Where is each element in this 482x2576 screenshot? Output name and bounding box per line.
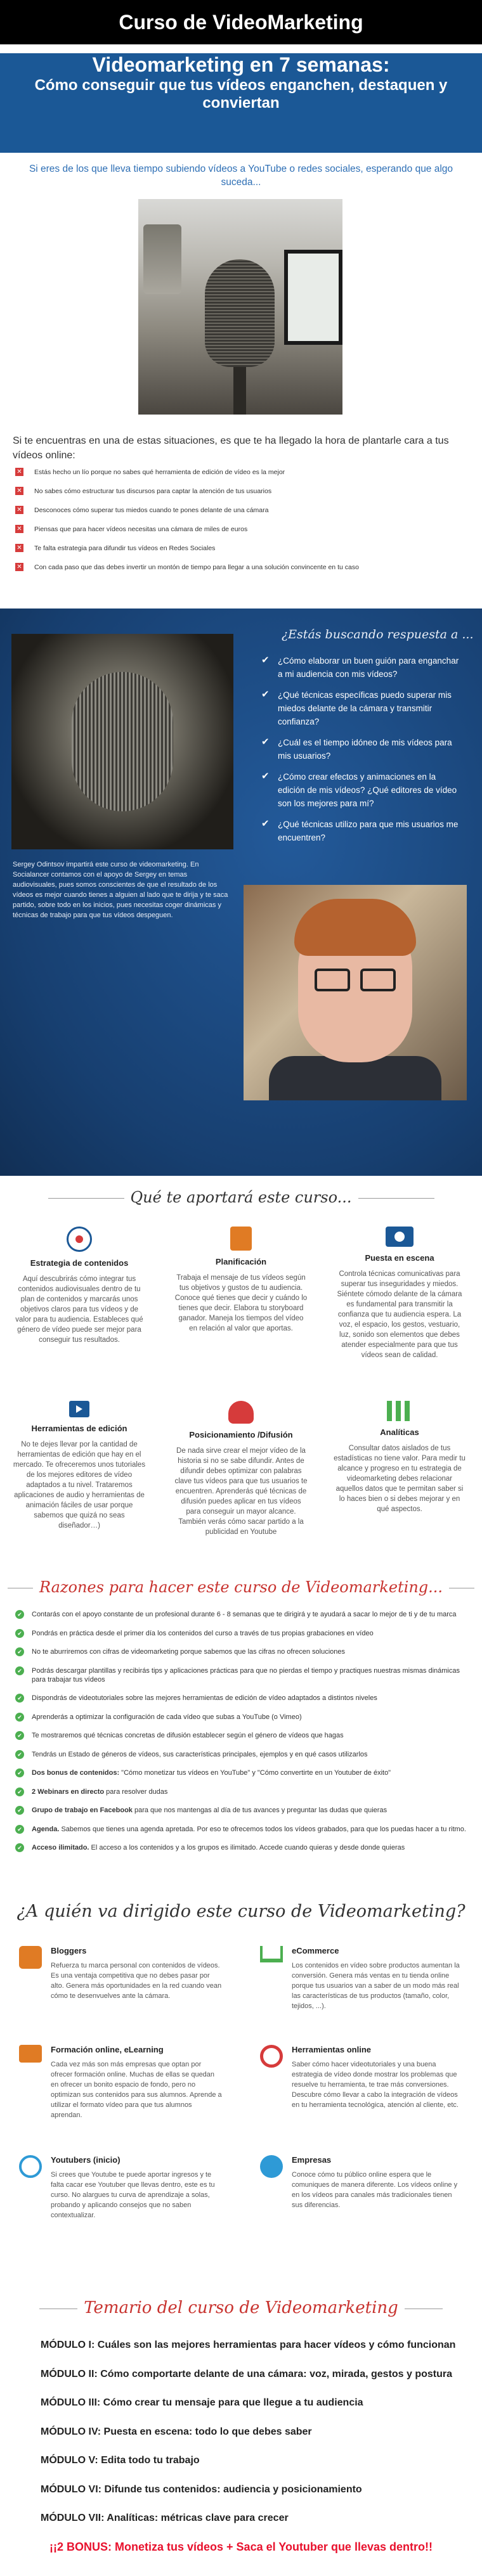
check-icon: ✔ [261,771,270,782]
x-icon: ✕ [15,525,23,533]
check-icon: ✔ [15,1806,24,1815]
check-icon: ✔ [15,1731,24,1740]
bonus-banner: ¡¡2 BONUS: Monetiza tus vídeos + Saca el Youtuber que llevas dentro!! [49,2541,433,2553]
hero-title: Videomarketing en 7 semanas: [92,53,390,76]
list-item: ✔ 2 Webinars en directo para resolver dudas [15,1787,467,1796]
list-item: MÓDULO I: Cuáles son las mejores herramientas para hacer vídeos y cómo funcionan [41,2340,456,2350]
feature-analytics: Analíticas Consultar datos aislados de tus estadísticas no tiene valor. Para medir tu alcance y progreso en tu estrategia de videomarketing debes relacionar aquellos datos que te permitan saber si lo haces bien o si debes mejorar y en qué aspectos. [333,1401,466,1514]
reasons-list [15,1610,467,1862]
list-item: ✕ No sabes cómo estructurar tus discursos para captar la atención de tus usuarios [15,487,466,506]
check-icon: ✔ [15,1750,24,1759]
x-icon: ✕ [15,487,23,495]
hero-subtitle: Cómo conseguir que tus vídeos enganchen, destaquen y conviertan [34,77,448,112]
microphone-photo [138,199,342,415]
list-item: ✕ Con cada paso que das debes invertir un montón de tiempo para llegar a una solución convincente en tu caso [15,563,466,582]
check-icon: ✔ [261,655,270,666]
syllabus-title: Temario del curso de Videomarketing [0,2298,482,2317]
check-icon: ✔ [15,1629,24,1638]
check-icon: ✔ [15,1610,24,1619]
list-item: MÓDULO III: Cómo crear tu mensaje para que llegue a tu audiencia [41,2397,363,2408]
tools-icon [260,2045,283,2068]
audience-youtubers: Youtubers (inicio) Si crees que Youtube te puede aportar ingresos y te falta cacar ese Youtuber que llevas dentro, este es tu curso. No alargues tu curva de aprendizaje a solas, probando y aplicando consejos que no saben contextualizar. [19,2155,222,2220]
list-item: ✕ Estás hecho un lío porque no sabes qué herramienta de edición de vídeo es la mejor [15,468,466,487]
chart-icon [387,1401,412,1421]
list-item: MÓDULO V: Edita todo tu trabajo [41,2455,200,2466]
audience-ecommerce: eCommerce Los contenidos en vídeo sobre productos aumentan la conversión. Genera más ventas en tu tienda online porque tus usuarios van a saber de un modo más real las características de tus productos (tamaño, color, tejidos, ...). [260,1946,463,2011]
check-icon: ✔ [15,1768,24,1777]
list-item: MÓDULO IV: Puesta en escena: todo lo que debes saber [41,2426,312,2437]
list-item: MÓDULO VII: Analíticas: métricas clave para crecer [41,2513,289,2523]
instructor-bio: Sergey Odintsov impartirá este curso de videomarketing. En Socialancer contamos con el apoyo de Sergey en temas audiovisuales, pues somos conscientes de que el resultado de los vídeos es mejor cuando tienes a alguien al lado que te dirija y te saca partido, sobre todo en los inicios, pues necesitas coger dinámicas y técnicas de trabajo para que tus vídeos despeguen. [13,861,228,919]
header-title: Curso de VideoMarketing [119,11,363,34]
check-icon: ✔ [15,1825,24,1834]
bloggers-icon [19,1946,42,1969]
list-item: ✕ Piensas que para hacer vídeos necesitas una cámara de miles de euros [15,525,466,544]
check-icon: ✔ [15,1843,24,1852]
audience-bloggers: Bloggers Refuerza tu marca personal con contenidos de vídeos. Es una ventaja competitiva que no debes pasar por alto. Genera más oportunidades en la red cuando vean cómo te desenvuelves ante la cámara. [19,1946,222,2001]
feature-strategy: Estrategia de contenidos Aquí descubrirás cómo integrar tus contenidos audiovisuales dentro de tu plan de contenidos y marcarás unos objetivos claros para tus vídeos y de valor para tu audiencia. Estableces qué género de vídeo puede ser mejor para conseguir tus resultados. [13,1227,146,1345]
feature-staging: Puesta en escena Controla técnicas comunicativas para superar tus inseguridades y miedos. Siéntete cómodo delante de la cámara es fundamental para transmitir la confianza que tu audiencia espera. La voz, el espacio, los gestos, vestuario, luz, sonido son elementos que debes atender especialmente para que tus vídeos sean de calidad. [333,1227,466,1360]
check-icon: ✔ [15,1787,24,1796]
x-icon: ✕ [15,506,23,514]
list-item: ✔ ¿Qué técnicas utilizo para que mis usuarios me encuentren? [261,818,459,842]
check-icon: ✔ [15,1713,24,1722]
check-icon: ✔ [261,818,270,829]
x-icon: ✕ [15,563,23,571]
reasons-title: Razones para hacer este curso de Videomarketing... [0,1578,482,1596]
hero-banner [0,53,482,153]
target-icon [67,1227,92,1252]
check-icon: ✔ [15,1694,24,1703]
list-item: ✔ No te aburriremos con cifras de videomarketing porque sabemos que las cifras no ofrecen soluciones [15,1647,467,1656]
list-item: ✔ Dos bonus de contenidos: "Cómo monetizar tus vídeos en YouTube" y "Cómo convertirte en un Youtuber de éxito" [15,1768,467,1777]
check-icon: ✔ [261,737,270,747]
list-item: ✔ Agenda. Sabemos que tienes una agenda apretada. Por eso te ofrecemos todos los vídeos grabados, para que los puedas hacer a tu ritmo. [15,1825,467,1834]
list-item: ✔ Grupo de trabajo en Facebook para que nos mantengas al día de tus avances y preguntar las dudas que quieras [15,1806,467,1815]
studio-microphone-photo [11,634,233,849]
cart-icon [260,1946,283,1962]
audience-companies: Empresas Conoce cómo tu público online espera que le comuniques de manera diferente. Los vídeos online y en los vídeos para canales más tradicionales tienen sus diferencias. [260,2155,463,2210]
editing-icon [69,1401,89,1417]
list-item: ✔ Acceso ilimitado. El acceso a los contenidos y a los grupos es ilimitado. Accede cuando quieras y desde donde quieras [15,1843,467,1852]
questions-list [261,654,464,852]
check-icon: ✔ [261,689,270,700]
list-item: ✔ ¿Cómo elaborar un buen guión para enganchar a mi audiencia con mis vídeos? [261,655,459,679]
list-item: MÓDULO II: Cómo comportarte delante de una cámara: voz, mirada, gestos y postura [41,2368,453,2380]
feature-editing: Herramientas de edición No te dejes llevar por la cantidad de herramientas de edición que hay en el mercado. Te ofreceremos unos tutoriales de los mejores editores de vídeo adaptados a tu nivel. Trataremos aplicaciones de audio y herramientas de animación fáciles de usar porque sabemos que quizá no seas diseñador…) [13,1401,146,1531]
list-item: ✔ Podrás descargar plantillas y recibirás tips y aplicaciones prácticas para que no pierdas el tiempo y practiques nuestras mismas dinámicas para trabajar tus vídeos [15,1666,467,1684]
feature-planning: Planificación Trabaja el mensaje de tus vídeos según tus objetivos y gustos de tu audiencia. Conoce qué tienes que decir y cuándo lo tienes que decir. Elabora tu storyboard ganador. Maneja los tiempos del vídeo en relación al valor que aportas. [174,1227,308,1334]
problems-list [15,468,466,582]
feature-positioning: Posicionamiento /Difusión De nada sirve crear el mejor vídeo de la historia si no se sabe difundir. Antes de difundir debes optimizar con palabras clave tus vídeos para que tus usuarios te encuentren. Aprenderás qué técnicas de difusión puedes aplicar en tus vídeos para conseguir un mayor alcance. También verás cómo sacar partido a la publicidad en Youtube [174,1401,308,1537]
intro-text: Si eres de los que lleva tiempo subiendo vídeos a YouTube o redes sociales, esperando que algo suceda... [29,164,453,188]
video-icon [19,2045,42,2063]
check-icon: ✔ [15,1666,24,1675]
list-item: ✔ Dispondrás de videotutoriales sobre las mejores herramientas de edición de vídeo adaptados a distintos niveles [15,1694,467,1703]
list-item: ✔ Pondrás en práctica desde el primer día los contenidos del curso a través de tus propias grabaciones en vídeo [15,1629,467,1638]
company-icon [260,2155,283,2178]
list-item: ✕ Te falta estrategia para difundir tus vídeos en Redes Sociales [15,544,466,563]
camera-icon [386,1227,414,1247]
page-header [0,0,482,44]
planning-icon [230,1227,252,1251]
syllabus-list [41,2339,459,2541]
lead-text: Si te encuentras en una de estas situaciones, es que te ha llegado la hora de plantarle cara a tus vídeos online: [13,435,449,461]
questions-title: ¿Estás buscando respuesta a ... [282,628,474,641]
features-title: Qué te aportará este curso... [0,1188,482,1206]
people-icon [228,1401,254,1424]
x-icon: ✕ [15,468,23,476]
audience-title: ¿A quién va dirigido este curso de Videomarketing? [16,1902,466,1921]
list-item: ✕ Desconoces cómo superar tus miedos cuando te pones delante de una cámara [15,506,466,525]
list-item: ✔ ¿Cuál es el tiempo idóneo de mis vídeos para mis usuarios? [261,737,452,761]
instructor-photo [244,885,467,1100]
audience-elearning: Formación online, eLearning Cada vez más son más empresas que optan por ofrecer formación online. Muchas de ellas se quedan en ofrecer un bonito espacio de fondo, pero no optimizan sus contenidos para sus alumnos. Aprende a utilizar el formato vídeo para que tus alumnos aprendan. [19,2045,222,2120]
list-item: ✔ ¿Cómo crear efectos y animaciones en la edición de mis vídeos? ¿Qué editores de vídeo son los mejores para mí? [261,771,457,808]
x-icon: ✕ [15,544,23,552]
youtube-icon [19,2155,42,2178]
list-item: ✔ Te mostraremos qué técnicas concretas de difusión establecer según el género de vídeos que hagas [15,1731,467,1740]
audience-tools: Herramientas online Saber cómo hacer videotutoriales y una buena estrategia de vídeo donde mostrar los problemas que resuelve tu herramienta, te trae más conversiones. Descubre cómo llevar a cabo la integración de vídeos en tu herramienta tecnológica, atención al cliente, etc. [260,2045,463,2110]
list-item: ✔ Tendrás un Estado de géneros de vídeos, sus características principales, ejemplos y en qué casos utilizarlos [15,1750,467,1759]
list-item: ✔ ¿Qué técnicas específicas puedo superar mis miedos delante de la cámara y transmitir confianza? [261,689,452,726]
list-item: MÓDULO VI: Difunde tus contenidos: audiencia y posicionamiento [41,2483,362,2495]
list-item: ✔ Aprenderás a optimizar la configuración de cada vídeo que subas a YouTube (o Vimeo) [15,1713,467,1722]
list-item: ✔ Contarás con el apoyo constante de un profesional durante 6 - 8 semanas que te dirigirá y te ayudará a sacar lo mejor de ti y de tu marca [15,1610,467,1619]
check-icon: ✔ [15,1647,24,1656]
